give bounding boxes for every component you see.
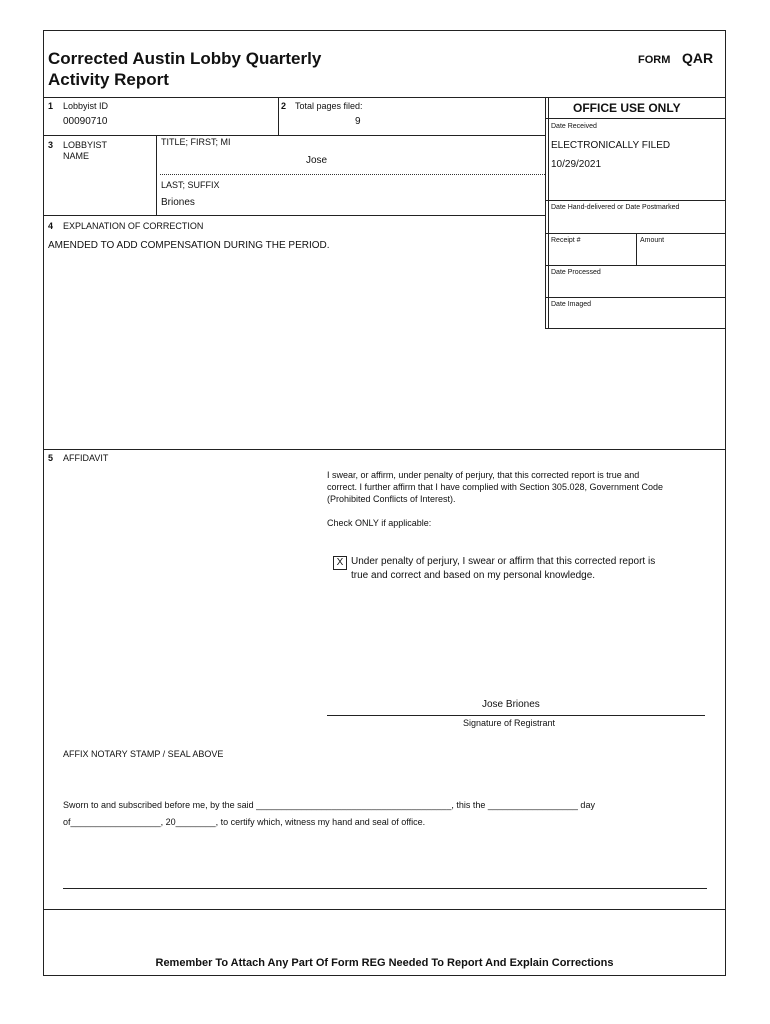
last-name-label: LAST; SUFFIX — [161, 180, 220, 190]
divider — [545, 265, 726, 266]
divider — [43, 97, 545, 98]
notary-label: AFFIX NOTARY STAMP / SEAL ABOVE — [63, 749, 224, 759]
divider — [43, 909, 726, 910]
first-name-label: TITLE; FIRST; MI — [161, 137, 231, 147]
checkbox-mark: X — [336, 557, 344, 568]
notary-signature-line — [63, 888, 707, 889]
divider — [278, 97, 279, 135]
form-label: FORM — [638, 54, 671, 66]
office-box-inner-left — [548, 97, 549, 329]
date-received-label: Date Received — [551, 123, 597, 130]
form-title-line1: Corrected Austin Lobby Quarterly — [48, 49, 322, 68]
form-title-line2: Activity Report — [48, 70, 169, 89]
section2-label: Total pages filed: — [295, 101, 363, 111]
section2-number: 2 — [281, 101, 287, 111]
divider — [545, 118, 726, 119]
total-pages-value: 9 — [355, 116, 361, 127]
divider — [636, 233, 637, 266]
check-text-line2: true and correct and based on my personal knowledge. — [351, 570, 596, 581]
check-only-label: Check ONLY if applicable: — [327, 518, 432, 528]
divider — [156, 135, 157, 215]
signature-name: Jose Briones — [482, 699, 540, 710]
section5-number: 5 — [48, 453, 54, 463]
hand-delivered-label: Date Hand-delivered or Date Postmarked — [551, 204, 680, 211]
divider — [43, 215, 545, 216]
divider — [545, 297, 726, 298]
sworn-line1: Sworn to and subscribed before me, by the said _______________________________________, this the __________________ day — [63, 800, 595, 810]
section3-label-line1: LOBBYIST — [63, 140, 108, 150]
footer-reminder: Remember To Attach Any Part Of Form REG Needed To Report And Explain Corrections — [155, 957, 614, 969]
office-use-box — [545, 97, 726, 329]
sworn-line2: of__________________, 20________, to certify which, witness my hand and seal of office. — [63, 817, 426, 827]
section3-label-line2: NAME — [63, 151, 90, 161]
divider — [43, 135, 545, 136]
section3-number: 3 — [48, 140, 54, 150]
lobbyist-id-value: 00090710 — [63, 116, 108, 127]
affidavit-line1: I swear, or affirm, under penalty of perjury, that this corrected report is true and — [327, 470, 640, 480]
electronically-filed: ELECTRONICALLY FILED — [551, 140, 671, 151]
form-code: QAR — [682, 50, 714, 66]
section4-label: EXPLANATION OF CORRECTION — [63, 221, 204, 231]
last-name-value: Briones — [161, 197, 195, 208]
check-text-line1: Under penalty of perjury, I swear or affirm that this corrected report is — [351, 556, 656, 567]
date-imaged-label: Date Imaged — [551, 301, 592, 308]
affidavit-line3: (Prohibited Conflicts of Interest). — [327, 494, 456, 504]
office-use-title: OFFICE USE ONLY — [573, 101, 681, 115]
amount-label: Amount — [640, 237, 665, 244]
signature-label: Signature of Registrant — [463, 718, 556, 728]
dotted-divider — [160, 174, 545, 175]
correction-explanation: AMENDED TO ADD COMPENSATION DURING THE PERIOD. — [48, 240, 330, 251]
section1-number: 1 — [48, 101, 54, 111]
divider — [43, 449, 726, 450]
section5-label: AFFIDAVIT — [63, 453, 109, 463]
section1-label: Lobbyist ID — [63, 101, 109, 111]
signature-line — [327, 715, 705, 716]
first-name-value: Jose — [306, 155, 328, 166]
receipt-label: Receipt # — [551, 237, 581, 244]
section4-number: 4 — [48, 221, 54, 231]
date-processed-label: Date Processed — [551, 269, 601, 276]
filed-date: 10/29/2021 — [551, 159, 602, 170]
affidavit-line2: correct. I further affirm that I have complied with Section 305.028, Government Code — [327, 482, 664, 492]
perjury-checkbox[interactable] — [333, 556, 347, 570]
divider — [545, 200, 726, 201]
